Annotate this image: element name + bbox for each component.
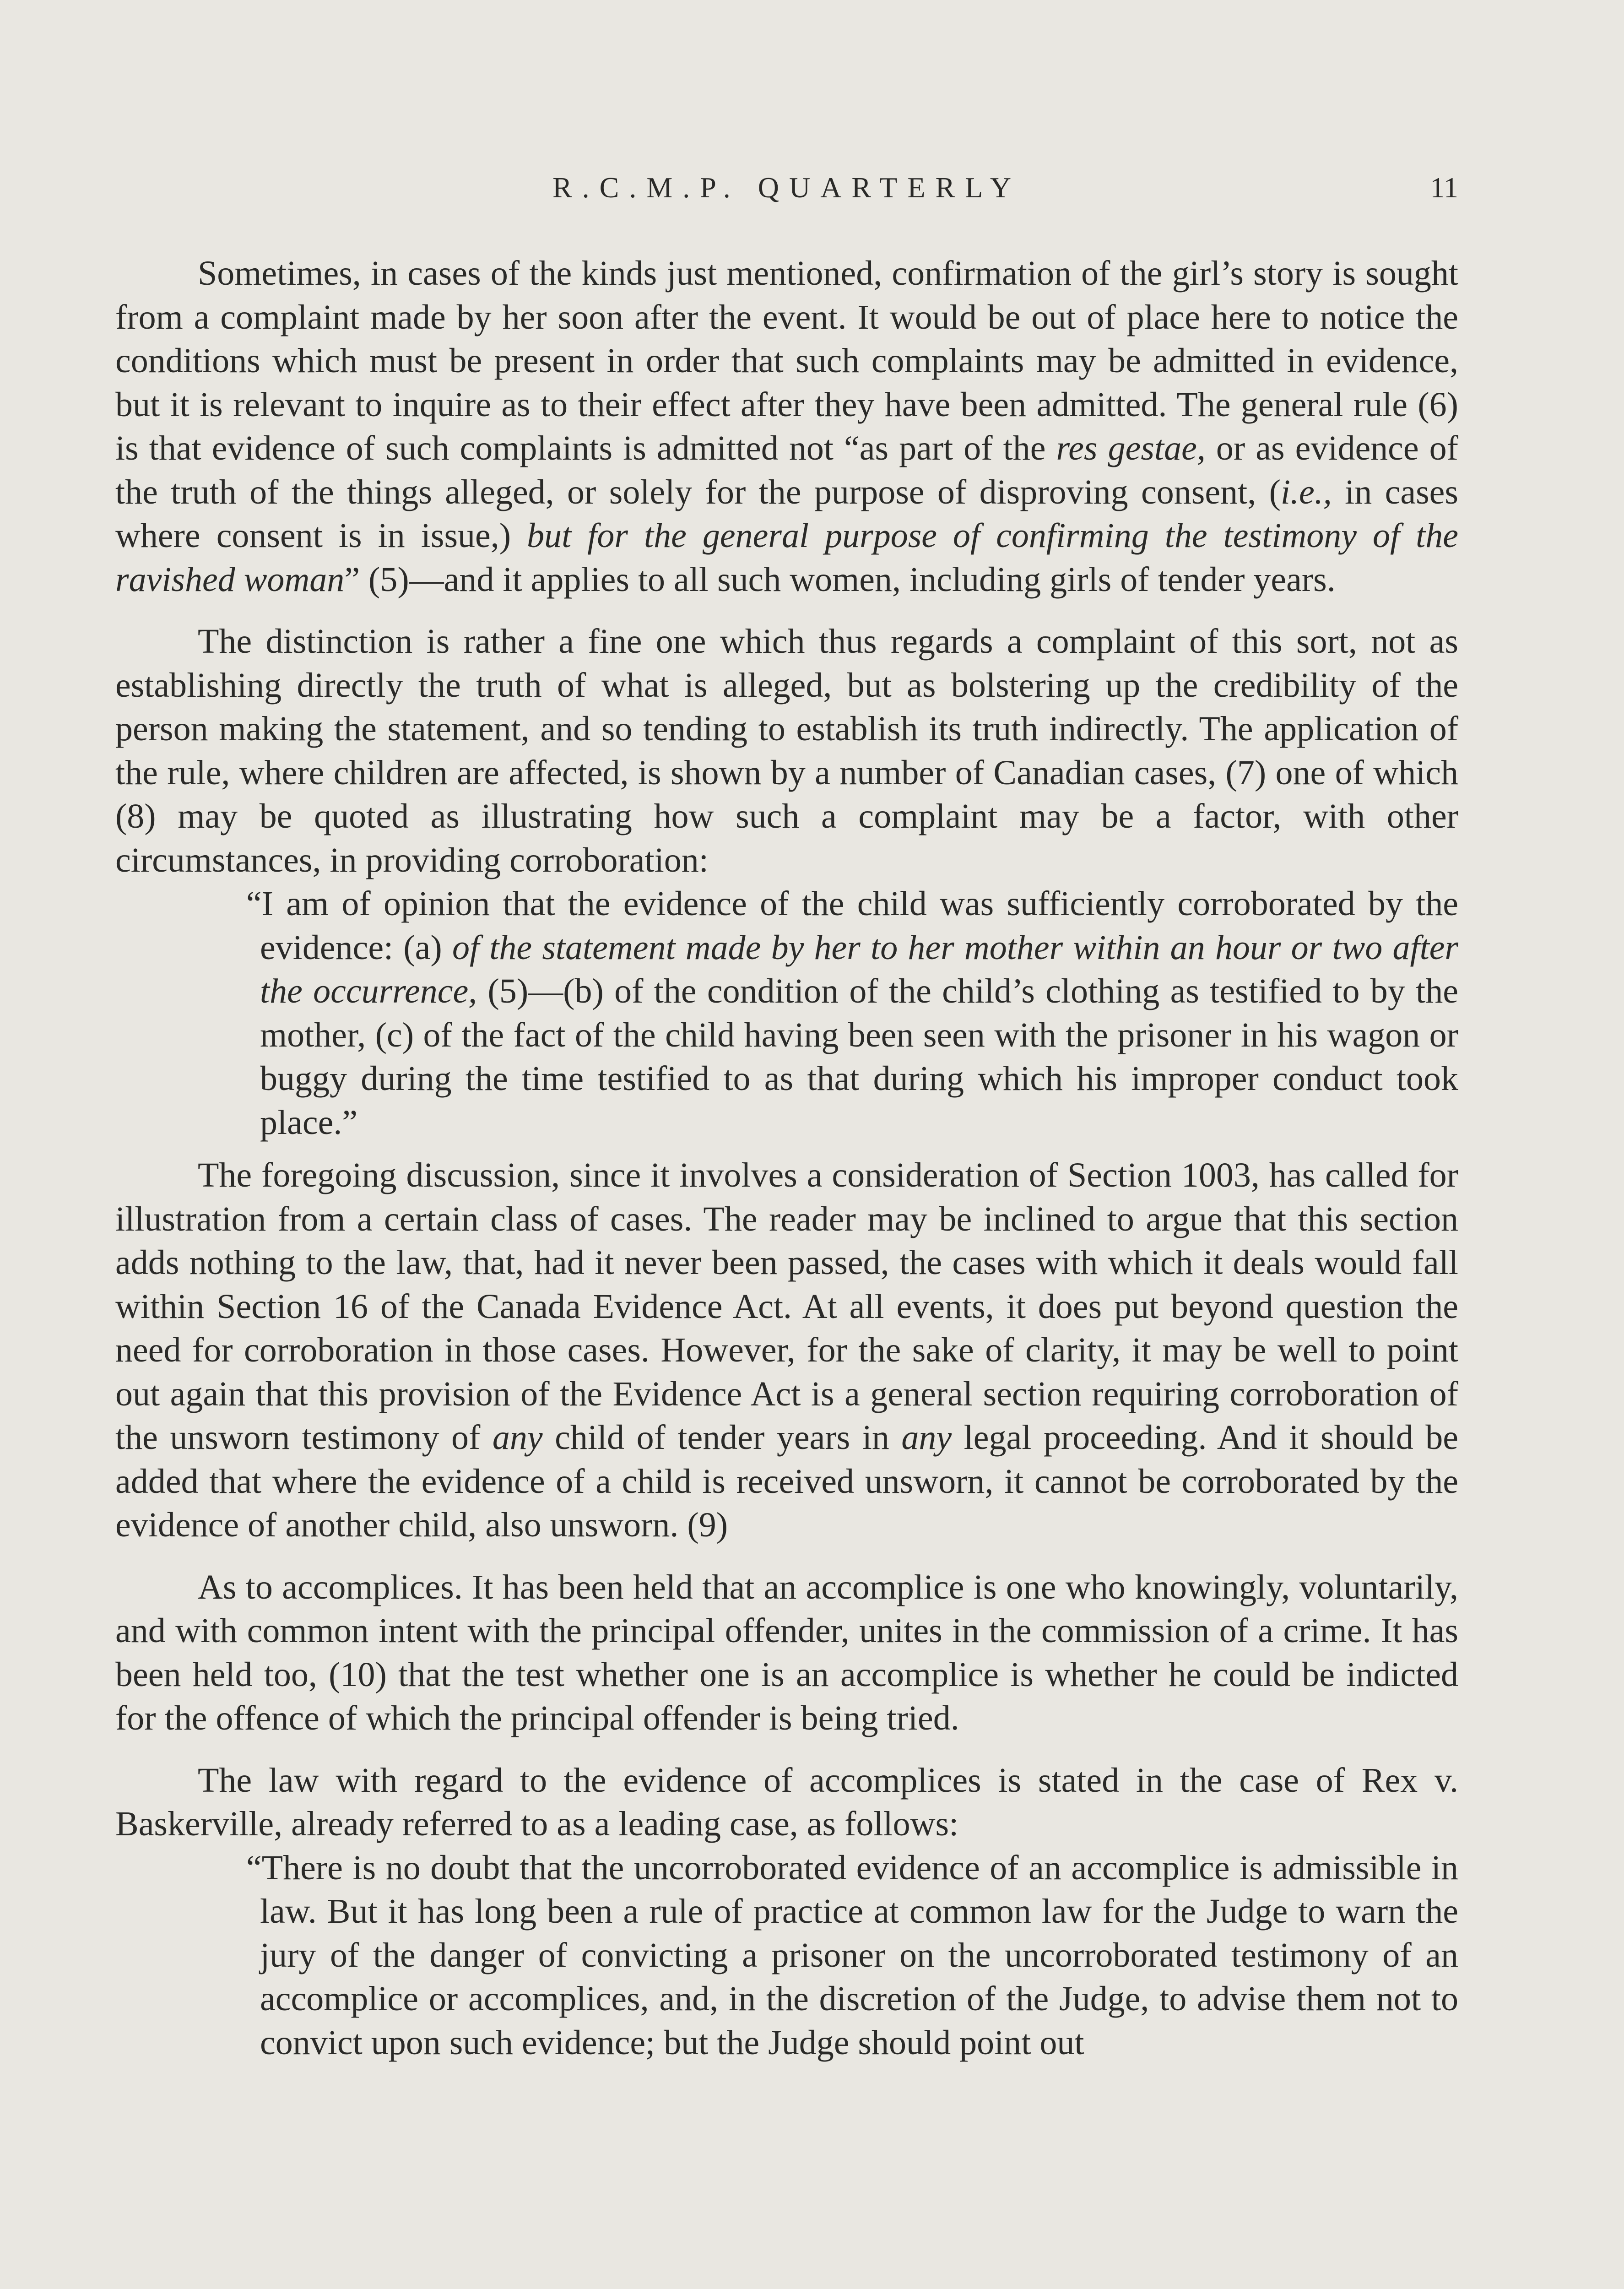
- running-header: [115, 169, 1458, 206]
- block-quote-opinion: [115, 882, 1458, 1144]
- text-run: in cases where consent is in issue,): [115, 472, 1458, 555]
- block-quote-baskerville: “There is no doubt that the uncorroborated evidence of an accomplice is admissible in law. But it has long been a rule of practice at common law for the Judge to warn the jury of the danger of convicting a prisoner on the uncorroborated testimony of an accomplice or accomplices, and, in the discretion of the Judge, to advise them not to convict upon such evidence; but the Judge should point out: [246, 1848, 1458, 2062]
- italic-run: i.e.,: [1280, 472, 1332, 511]
- text-run: or as evidence of the truth of the things alleged, or solely for the purpose of disproving consent, (: [115, 429, 1458, 511]
- paragraph-accomplices: As to accomplices. It has been held that an accomplice is one who knowingly, voluntarily, and with common intent with the principal offender, unites in the commission of a crime. It has been held too, (10) that the test whether one is an accomplice is whether he could be indicted for the offence of which the principal offender is being tried.: [115, 1568, 1458, 1737]
- text-run: child of tender years in: [542, 1418, 902, 1457]
- page-number: 11: [1430, 171, 1458, 204]
- journal-title: R.C.M.P. QUARTERLY: [552, 171, 1022, 204]
- italic-run: of the statement made by her to her mother within an hour or two after the occurrence,: [260, 928, 1458, 1010]
- italic-run: any: [901, 1418, 952, 1457]
- text-run: legal proceeding. And it should be added that where the evidence of a child is received unsworn, it cannot be corroborated by the evidence of another child, also unsworn. (9): [115, 1418, 1458, 1544]
- italic-run: but for the general purpose of confirming the testimony of the ravished woman: [115, 516, 1458, 599]
- paragraph-complaints: [115, 252, 1458, 602]
- paragraph-distinction: The distinction is rather a fine one which thus regards a complaint of this sort, not as establishing directly the truth of what is alleged, but as bolstering up the credibility of the person making the statement, and so tending to establish its truth indirectly. The application of the rule, where children are affected, is shown by a number of Canadian cases, (7) one of which (8) may be quoted as illustrating how such a complaint may be a factor, with other circumstances, in providing corroboration:: [115, 622, 1458, 879]
- italic-run: any: [492, 1418, 543, 1457]
- text-run: The foregoing discussion, since it involves a consideration of Section 1003, has called for illustration from a certain class of cases. The reader may be inclined to argue that this section adds nothing to the law, that, had it never been passed, the cases with which it deals would fall within Section 16 of the Canada Evidence Act. At all events, it does put beyond question the need for corroboration in those cases. However, for the sake of clarity, it may be well to point out again that this provision of the Evidence Act is a general section requiring corroboration of the unsworn testimony of: [115, 1156, 1458, 1457]
- text-run: ” (5)—and it applies to all such women, including girls of tender years.: [344, 560, 1336, 599]
- paragraph-baskerville: The law with regard to the evidence of accomplices is stated in the case of Rex v. Baskerville, already referred to as a leading case, as follows:: [115, 1761, 1458, 1843]
- paragraph-section-1003: [115, 1154, 1458, 1547]
- text-run: (5)—(b) of the condition of the child’s clothing as testified to by the mother, (c) of the fact of the child having been seen with the prisoner in his wagon or buggy during the time testified to as that during which his improper conduct took place.”: [260, 972, 1458, 1142]
- text-run: “I am of opinion that the evidence of the child was sufficiently corroborated by the evidence: (a): [246, 884, 1458, 967]
- italic-run: res gestae,: [1056, 429, 1206, 467]
- text-run: Sometimes, in cases of the kinds just mentioned, confirmation of the girl’s story is sought from a complaint made by her soon after the event. It would be out of place here to notice the conditions which must be present in order that such complaints may be admitted in evidence, but it is relevant to inquire as to their effect after they have been admitted. The general rule (6) is that evidence of such complaints is admitted not “as part of the: [115, 254, 1458, 467]
